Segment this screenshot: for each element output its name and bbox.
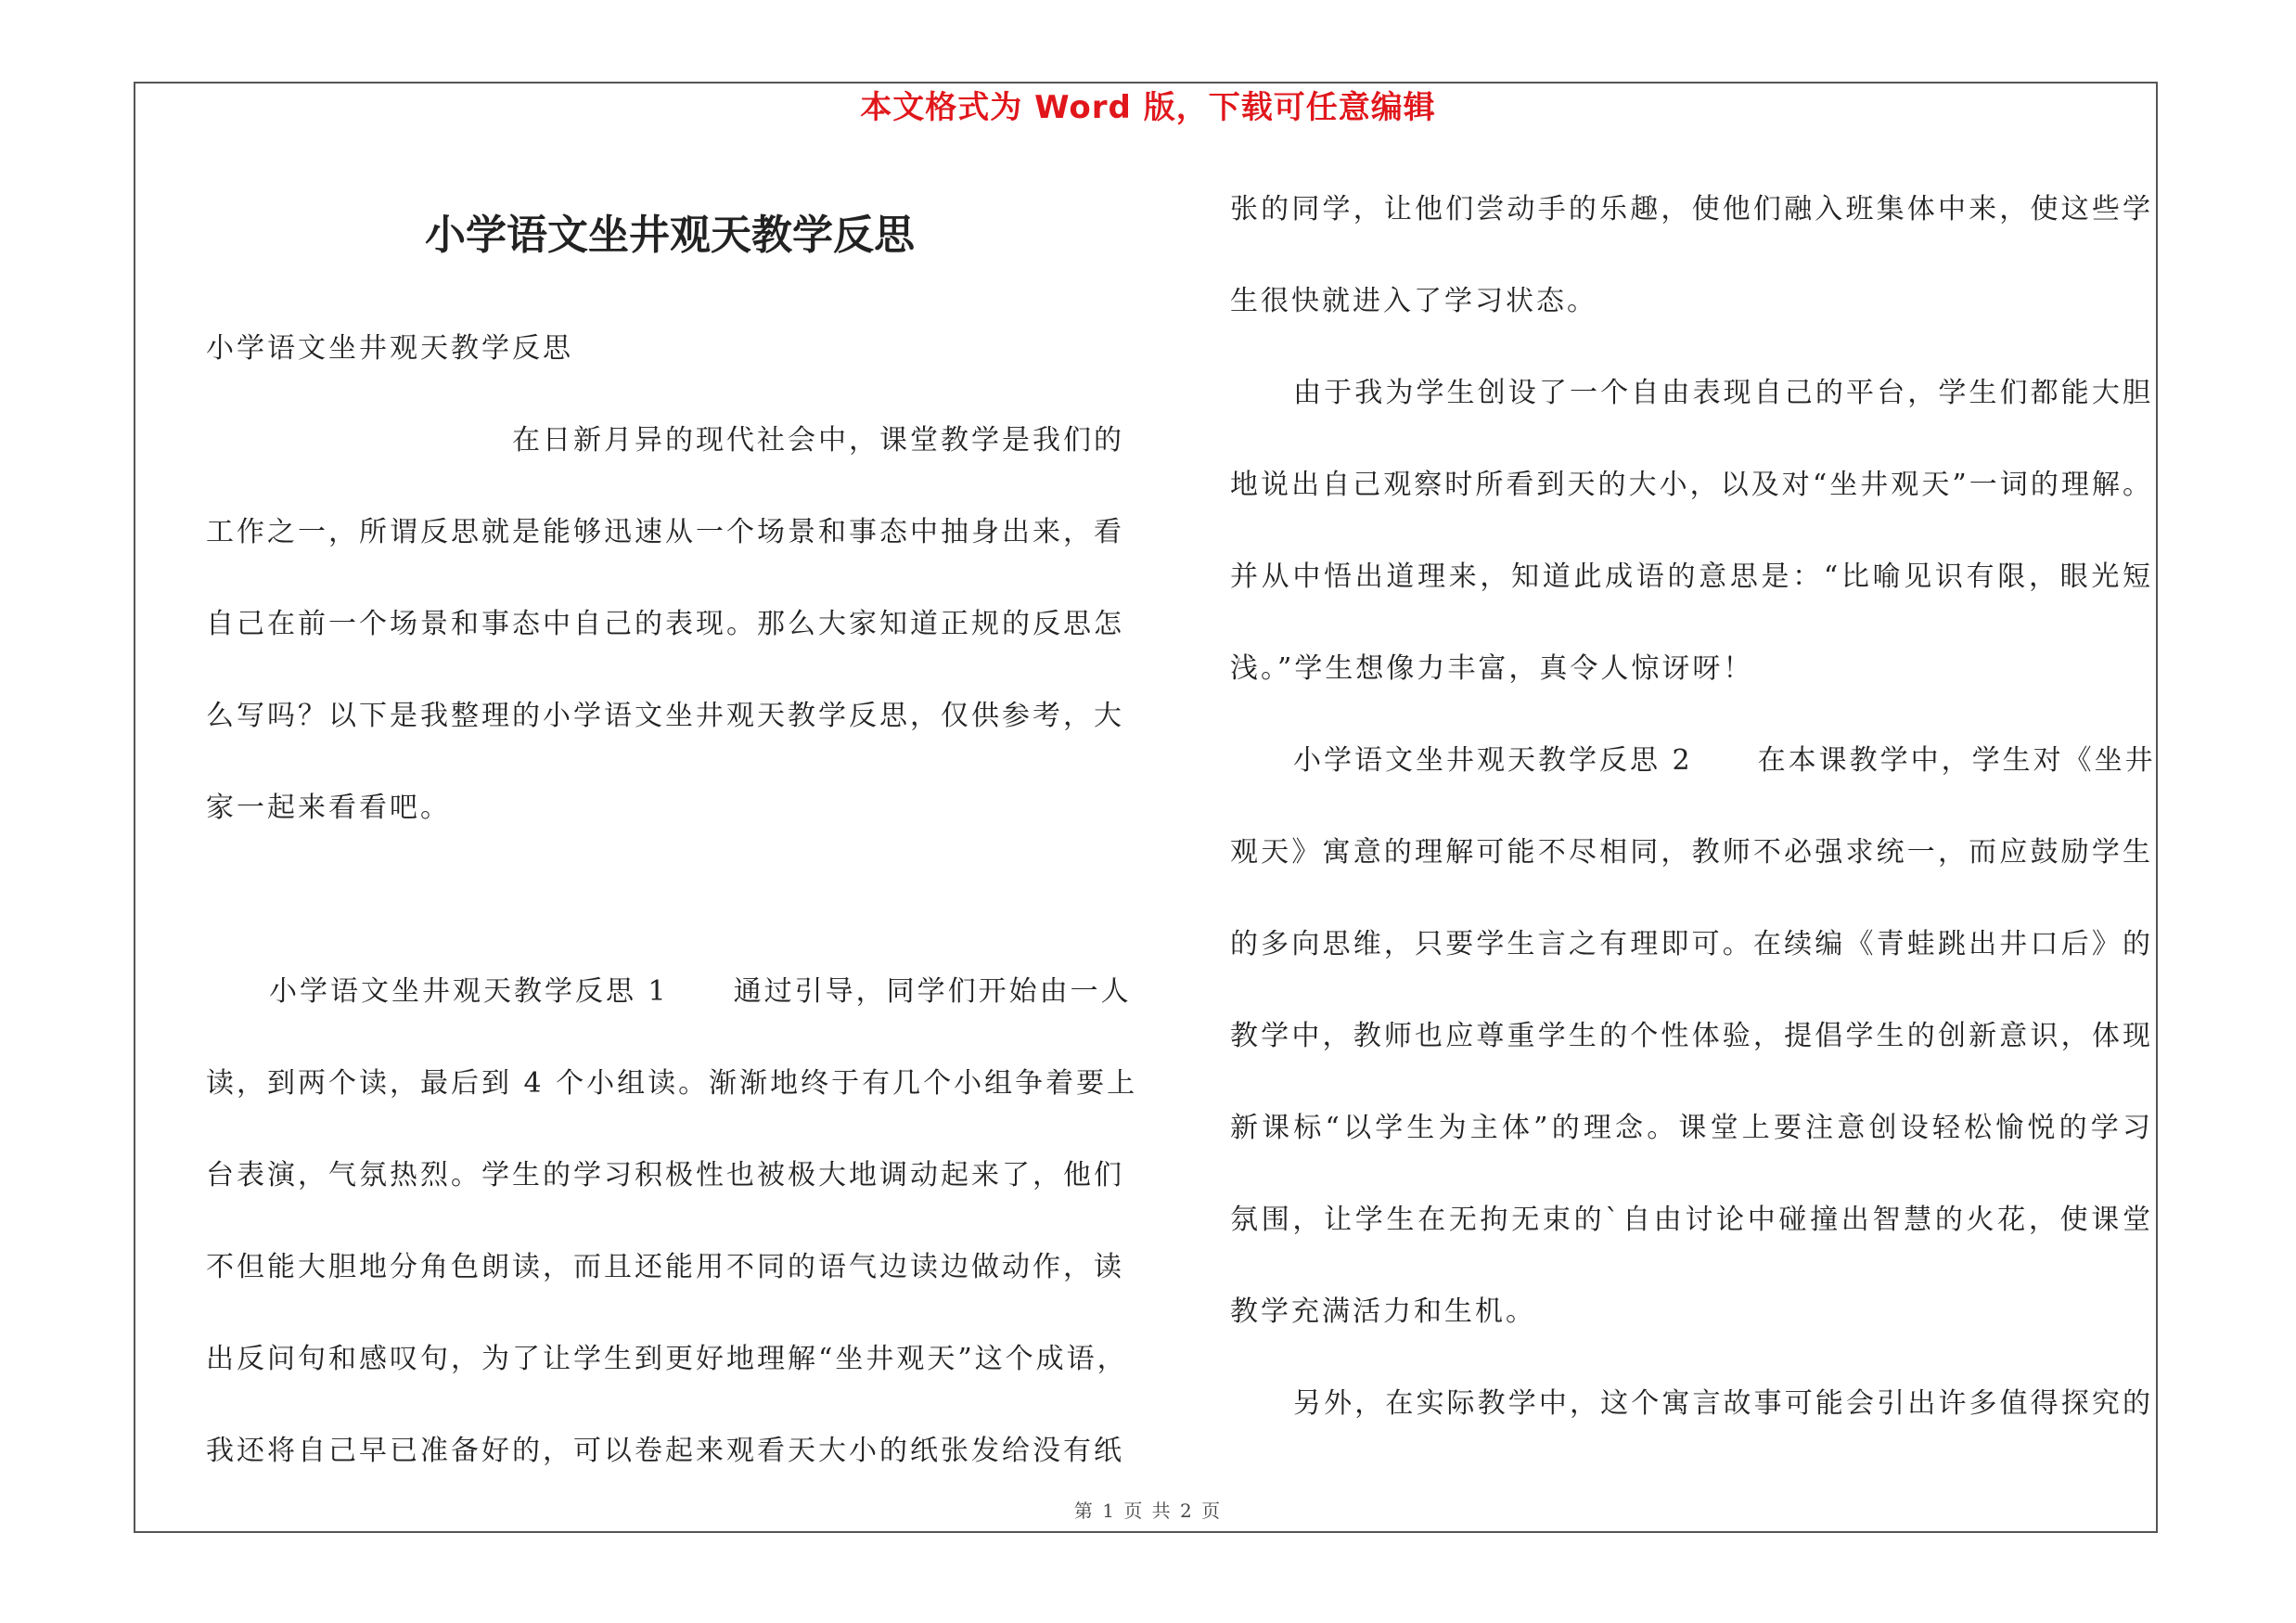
paragraph-line: 生很快就进入了学习状态。 — [1230, 285, 1597, 317]
section-1-heading: 小学语文坐井观天教学反思 1 — [269, 975, 669, 1008]
section-2-first-text: 在本课教学中，学生对《坐井 — [1757, 744, 2156, 777]
paragraph-line: 自己在前一个场景和事态中自己的表现。那么大家知道正规的反思怎 — [206, 608, 1124, 640]
paragraph-line: 另外，在实际教学中，这个寓言故事可能会引出许多值得探究的 — [1293, 1387, 2153, 1420]
section-2-paragraph — [1230, 733, 2156, 1376]
paragraph-line: 在日新月异的现代社会中，课堂教学是我们的 — [512, 424, 1124, 457]
format-banner: 本文格式为 Word 版，下载可任意编辑 — [860, 89, 1436, 126]
paragraph-line: 教学中，教师也应尊重学生的个性体验，提倡学生的创新意识，体现 — [1230, 1020, 2153, 1052]
subtitle: 小学语文坐井观天教学反思 — [206, 332, 573, 365]
paragraph-line: 张的同学，让他们尝动手的乐趣，使他们融入班集体中来，使这些学 — [1230, 193, 2153, 225]
intro-paragraph — [206, 413, 1124, 872]
section-heading-line — [1230, 733, 2156, 825]
paragraph-line: 出反问句和感叹句，为了让学生到更好地理解“坐井观天”这个成语， — [206, 1343, 1128, 1375]
section-2-heading: 小学语文坐井观天教学反思 2 — [1293, 744, 1693, 777]
page-footer: 第 1 页 共 2 页 — [1073, 1500, 1223, 1522]
paragraph-line: 教学充满活力和生机。 — [1230, 1295, 1536, 1328]
section-1-first-text: 通过引导，同学们开始由一人 — [733, 975, 1132, 1008]
left-column — [206, 321, 1138, 1515]
section-1-paragraph — [206, 964, 1138, 1515]
closing-paragraph — [1230, 1376, 2153, 1468]
section-heading-line — [206, 964, 1132, 1056]
paragraph-line: 由于我为学生创设了一个自由表现自己的平台，学生们都能大胆 — [1293, 377, 2153, 409]
paragraph-line: 家一起来看看吧。 — [206, 792, 451, 824]
right-column — [1230, 182, 2156, 1468]
platform-paragraph — [1230, 366, 2153, 733]
document-title: 小学语文坐井观天教学反思 — [425, 212, 915, 259]
paragraph-line: 氛围，让学生在无拘无束的`自由讨论中碰撞出智慧的火花，使课堂 — [1230, 1204, 2153, 1236]
paragraph-line: 地说出自己观察时所看到天的大小，以及对“坐井观天”一词的理解。 — [1230, 469, 2153, 501]
blank-line — [206, 872, 1124, 964]
paragraph-line: 观天》寓意的理解可能不尽相同，教师不必强求统一，而应鼓励学生 — [1230, 836, 2153, 869]
paragraph-line: 么写吗？以下是我整理的小学语文坐井观天教学反思，仅供参考，大 — [206, 700, 1124, 732]
paragraph-line: 的多向思维，只要学生言之有理即可。在续编《青蛙跳出井口后》的 — [1230, 928, 2153, 960]
continued-paragraph — [1230, 182, 2153, 366]
paragraph-line: 我还将自己早已准备好的，可以卷起来观看天大小的纸张发给没有纸 — [206, 1435, 1124, 1467]
paragraph-line: 并从中悟出道理来，知道此成语的意思是：“比喻见识有限，眼光短 — [1230, 560, 2153, 593]
paragraph-line: 读，到两个读，最后到 4 个小组读。渐渐地终于有几个小组争着要上 — [206, 1067, 1138, 1100]
paragraph-line: 工作之一，所谓反思就是能够迅速从一个场景和事态中抽身出来，看 — [206, 516, 1124, 548]
paragraph-line: 新课标“以学生为主体”的理念。课堂上要注意创设轻松愉悦的学习 — [1230, 1112, 2153, 1144]
paragraph-line: 不但能大胆地分角色朗读，而且还能用不同的语气边读边做动作，读 — [206, 1251, 1124, 1283]
paragraph-line: 台表演，气氛热烈。学生的学习积极性也被极大地调动起来了，他们 — [206, 1159, 1124, 1191]
paragraph-line: 浅。”学生想像力丰富，真令人惊讶呀！ — [1230, 652, 1754, 685]
